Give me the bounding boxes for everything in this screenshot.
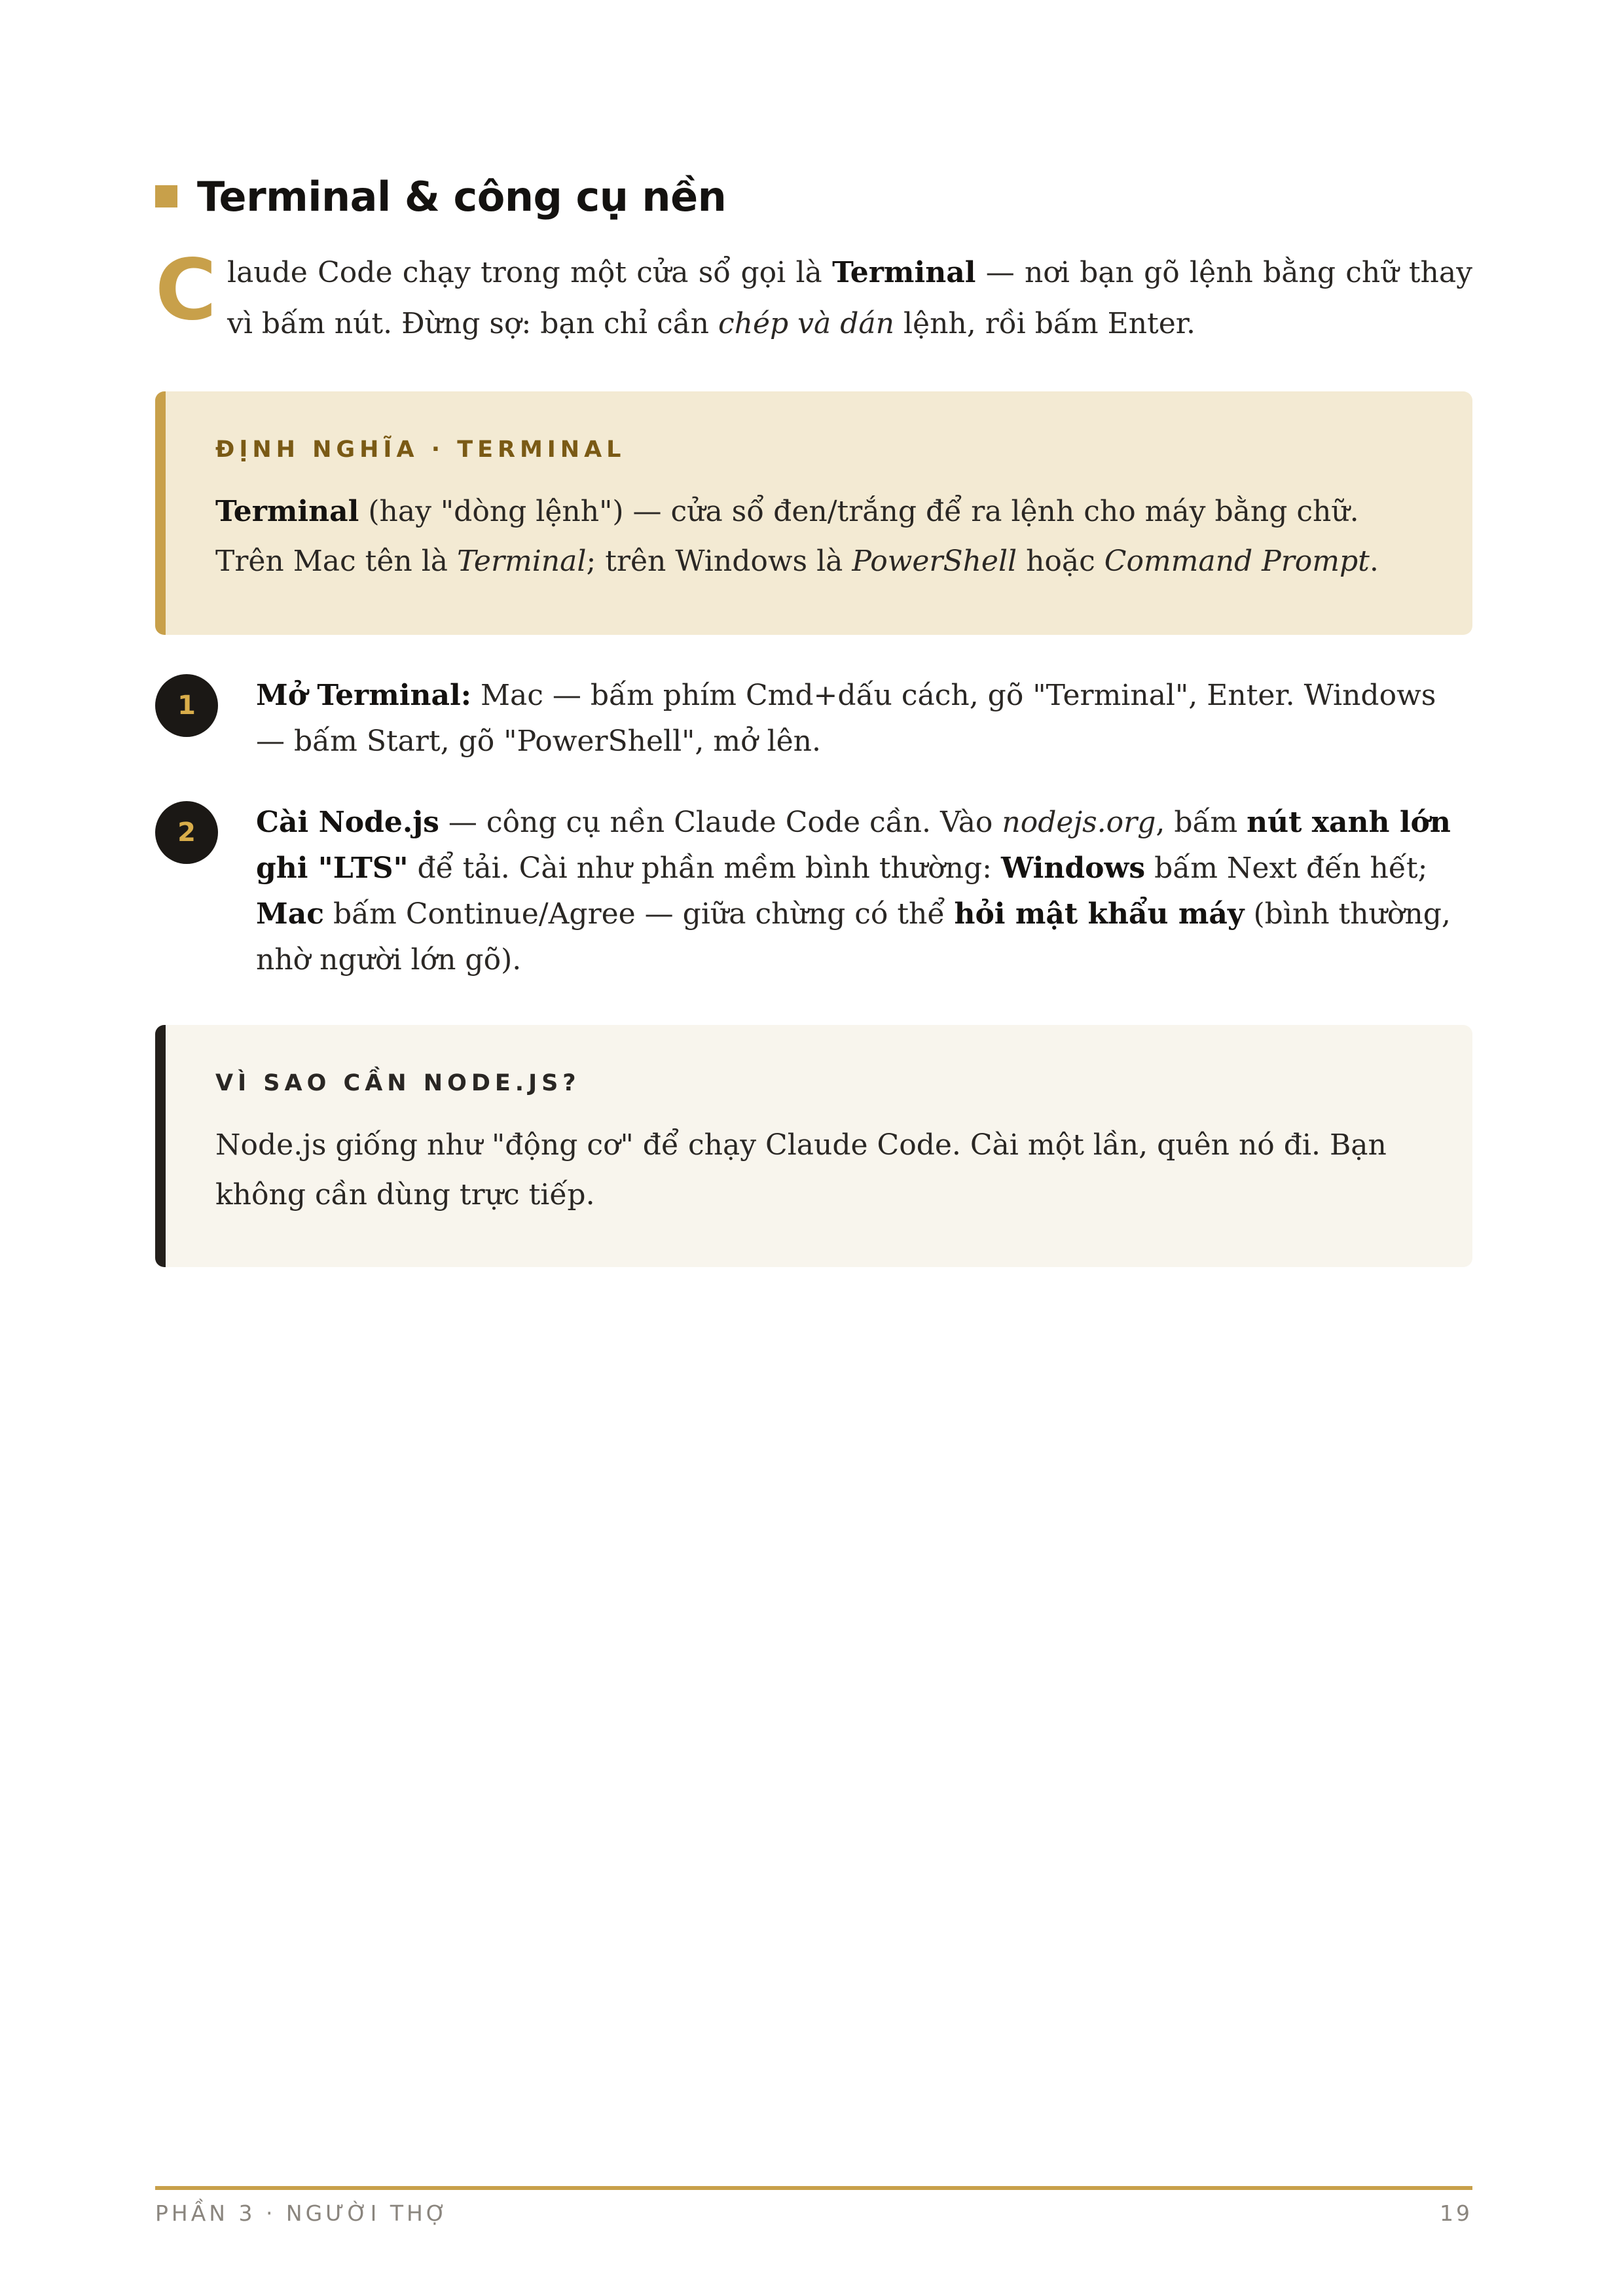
step-text-3: để tải. Cài như phần mềm bình thường: — [408, 852, 1001, 885]
intro-text — [227, 247, 1472, 350]
callout-accent-bar — [155, 391, 166, 635]
why-body: Node.js giống như "động cơ" để chạy Claude Code. Cài một lần, quên nó đi. Bạn không cần dùng trực tiếp. — [215, 1128, 1387, 1211]
step-italic-site: nodejs.org — [1002, 806, 1156, 839]
step-item — [155, 800, 1472, 983]
definition-term: Terminal — [215, 495, 359, 528]
why-label: VÌ SAO CẦN NODE.JS? — [215, 1070, 581, 1096]
intro-text-2: — nơi bạn gõ lệnh bằng chữ thay vì bấm nút. Đừng sợ: bạn chỉ cần — [227, 256, 1472, 340]
intro-paragraph — [155, 242, 1472, 350]
definition-text-4: . — [1369, 545, 1379, 578]
step-bold-password: hỏi mật khẩu máy — [954, 897, 1245, 931]
step-text-2: , bấm — [1156, 806, 1247, 839]
definition-text-1: (hay "dòng lệnh") — cửa sổ đen/trắng để ra lệnh cho máy bằng chữ. Trên Mac tên là — [215, 495, 1359, 578]
step-text — [256, 800, 1472, 983]
callout-accent-bar — [155, 1025, 166, 1267]
step-text-6: (bình thường, nhờ người lớn gõ). — [256, 897, 1451, 977]
step-text-1: Mac — bấm phím Cmd+dấu cách, gõ "Terminal", Enter. Windows — bấm Start, gõ "PowerShell", mở lên. — [256, 679, 1436, 758]
definition-body — [215, 487, 1421, 586]
section-heading — [155, 167, 726, 226]
step-text-5: bấm Continue/Agree — giữa chừng có thể — [324, 897, 955, 931]
footer-rule — [155, 2186, 1472, 2190]
drop-cap: C — [155, 242, 217, 339]
step-title: Mở Terminal: — [256, 679, 471, 712]
step-bold-mac: Mac — [256, 897, 325, 931]
definition-text-3: hoặc — [1017, 545, 1104, 578]
definition-italic-powershell: PowerShell — [852, 545, 1017, 578]
intro-text-1: laude Code chạy trong một cửa sổ gọi là — [227, 256, 833, 289]
intro-bold-terminal: Terminal — [832, 256, 976, 289]
step-bold-windows: Windows — [1001, 852, 1146, 885]
step-text-1: — công cụ nền Claude Code cần. Vào — [439, 806, 1002, 839]
step-item — [155, 673, 1472, 764]
why-nodejs-callout — [155, 1025, 1472, 1267]
page-number: 19 — [1440, 2200, 1472, 2226]
definition-italic-mac: Terminal — [457, 545, 587, 578]
step-text-4: bấm Next đến hết; — [1145, 852, 1428, 885]
step-number-badge: 1 — [155, 674, 218, 737]
definition-text-2: ; trên Windows là — [586, 545, 852, 578]
step-title: Cài Node.js — [256, 806, 439, 839]
definition-italic-cmd: Command Prompt — [1104, 545, 1370, 578]
intro-text-3: lệnh, rồi bấm Enter. — [894, 307, 1195, 340]
step-bold-button: nút xanh lớn ghi "LTS" — [256, 806, 1451, 885]
section-title: Terminal & công cụ nền — [197, 172, 727, 221]
definition-callout — [155, 391, 1472, 635]
step-text — [256, 673, 1472, 764]
definition-label: ĐỊNH NGHĨA · TERMINAL — [215, 437, 626, 463]
step-number-badge: 2 — [155, 801, 218, 864]
intro-italic-copy-paste: chép và dán — [718, 307, 894, 340]
heading-square-marker — [155, 185, 177, 207]
footer-section-label: PHẦN 3 · NGƯỜI THỢ — [155, 2200, 449, 2226]
